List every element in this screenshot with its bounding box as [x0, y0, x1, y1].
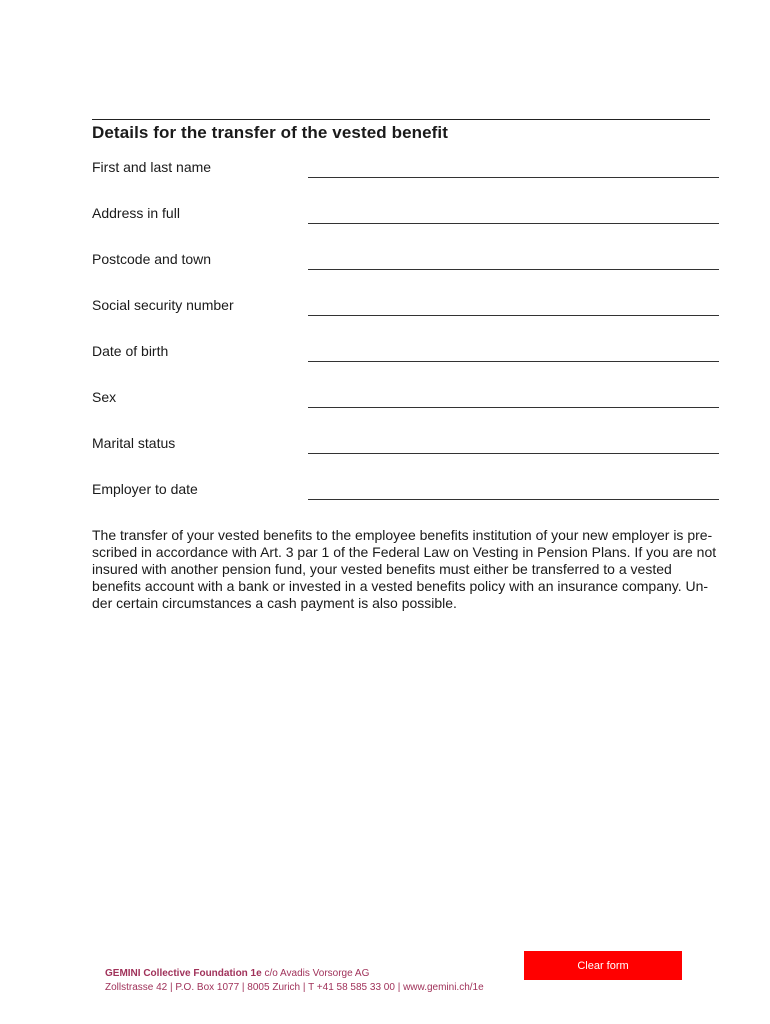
date-of-birth-field[interactable]	[308, 355, 719, 362]
clear-form-button[interactable]: Clear form	[524, 951, 682, 980]
footer-address: Zollstrasse 42 | P.O. Box 1077 | 8005 Zurich | T +41 58 585 33 00 | www.gemini.ch/1e	[105, 982, 484, 993]
field-row-postcode	[92, 250, 720, 270]
field-label-ssn: Social security number	[92, 297, 234, 313]
field-label-employer: Employer to date	[92, 481, 198, 497]
footer-org-name: GEMINI Collective Foundation 1e	[105, 968, 262, 979]
name-field[interactable]	[308, 171, 719, 178]
top-divider	[92, 119, 710, 120]
sex-field[interactable]	[308, 401, 719, 408]
field-label-address: Address in full	[92, 205, 180, 221]
field-label-name: First and last name	[92, 159, 212, 175]
page-title: Details for the transfer of the vested benefit	[92, 123, 449, 142]
footer-care-of: c/o Avadis Vorsorge AG	[261, 968, 370, 979]
social-security-field[interactable]	[308, 309, 719, 316]
field-row-dob	[92, 342, 720, 362]
field-label-sex: Sex	[92, 389, 117, 405]
field-label-marital: Marital status	[92, 435, 176, 451]
field-row-sex	[92, 388, 720, 408]
field-row-marital	[92, 434, 720, 454]
field-label-postcode: Postcode and town	[92, 251, 212, 267]
field-label-dob: Date of birth	[92, 343, 169, 359]
field-row-address	[92, 204, 720, 224]
field-row-employer	[92, 480, 720, 500]
field-row-ssn	[92, 296, 720, 316]
marital-status-field[interactable]	[308, 447, 719, 454]
address-field[interactable]	[308, 217, 719, 224]
employer-field[interactable]	[308, 493, 719, 500]
field-row-name	[92, 158, 720, 178]
footer	[105, 967, 484, 995]
transfer-info-paragraph: The transfer of your vested benefits to the employee benefits institution of your new employer is pre-scribed in accordance with Art. 3 par 1 of the Federal Law on Vesting in Pension Plans. If you are not insured with another pension fund, your vested benefits must either be transferred to a vested benefits account with a bank or invested in a vested benefits policy with an insurance company. Un-der certain circumstances a cash payment is also possible.	[92, 527, 717, 611]
footer-org-line	[105, 967, 484, 981]
postcode-town-field[interactable]	[308, 263, 719, 270]
